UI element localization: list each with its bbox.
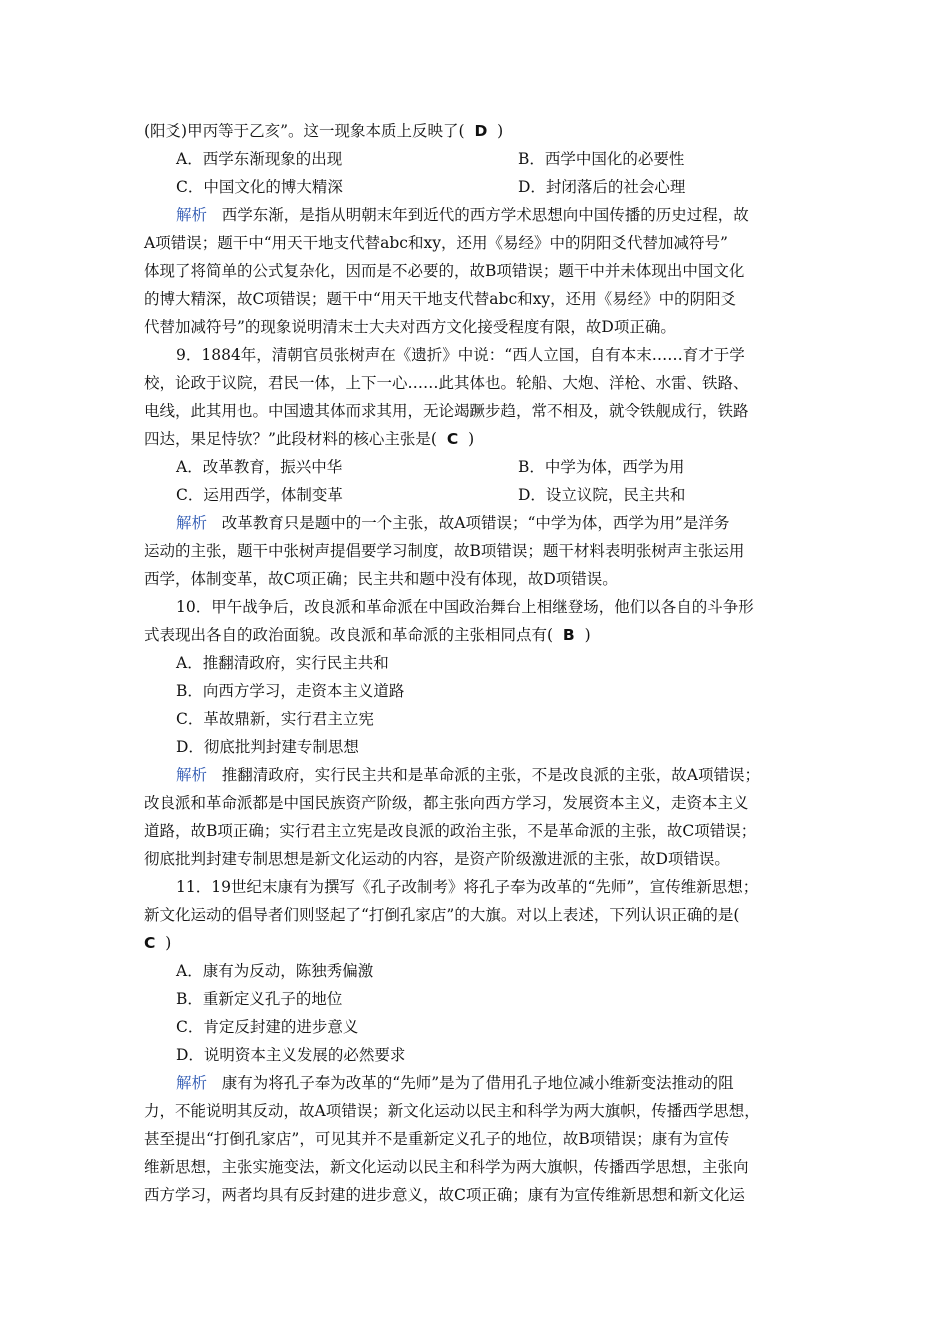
q9-option-a: A．改革教育，振兴中华 [176,458,343,476]
q10-option-c: C．革故鼎新，实行君主立宪 [176,710,374,728]
q9-analysis-label: 解析 [176,514,208,532]
q9-answer: C [446,430,459,448]
q8-analysis-line: 解析 西学东渐，是指从明朝末年到近代的西方学术思想向中国传播的历史过程，故 [176,206,749,224]
q9-analysis-line: 西学，体制变革，故C项正确；民主共和题中没有体现，故D项错误。 [144,570,618,588]
q8-answer: D [474,122,488,140]
q8-analysis-line: A项错误；题干中“用天干地支代替abc和xy，还用《易经》中的阴阳爻代替加减符号” [144,234,728,252]
q10-stem-line: 式表现出各自的政治面貌。改良派和革命派的主张相同点有( B ) [144,626,591,644]
q8-analysis-line: 的博大精深，故C项错误；题干中“用天干地支代替abc和xy，还用《易经》中的阴阳爻 [144,290,737,308]
q11-option-a: A．康有为反动，陈独秀偏激 [176,962,374,980]
q11-answer: C [144,934,156,952]
q8-analysis-label: 解析 [176,206,208,224]
q8-option-d: D．封闭落后的社会心理 [518,178,686,196]
q9-analysis-line: 解析 改革教育只是题中的一个主张，故A项错误；“中学为体，西学为用”是洋务 [176,514,730,532]
q10-option-a: A．推翻清政府，实行民主共和 [176,654,389,672]
q9-analysis-line: 运动的主张，题干中张树声提倡要学习制度，故B项错误；题干材料表明张树声主张运用 [144,542,745,560]
q10-analysis-line: 解析 推翻清政府，实行民主共和是革命派的主张，不是改良派的主张，故A项错误； [176,766,760,784]
q9-stem-line: 电线，此其用也。中国遗其体而求其用，无论竭蹶步趋，常不相及，就令铁舰成行，铁路 [144,402,749,420]
q8-option-b: B．西学中国化的必要性 [518,150,685,168]
q11-option-d: D．说明资本主义发展的必然要求 [176,1046,406,1064]
q11-option-c: C．肯定反封建的进步意义 [176,1018,359,1036]
q9-stem-line: 校，论政于议院，君民一体，上下一心……此其体也。轮船、大炮、洋枪、水雷、铁路、 [144,374,749,392]
q8-stem-line: (阳爻)甲丙等于乙亥”。这一现象本质上反映了( D ) [144,122,504,140]
q10-analysis-line: 改良派和革命派都是中国民族资产阶级，都主张向西方学习，发展资本主义，走资本主义 [144,794,749,812]
q11-analysis-line: 力，不能说明其反动，故A项错误；新文化运动以民主和科学为两大旗帜，传播西学思想， [144,1102,760,1120]
q10-analysis-label: 解析 [176,766,208,784]
q11-analysis-line: 西方学习，两者均具有反封建的进步意义，故C项正确；康有为宣传维新思想和新文化运 [144,1186,745,1204]
q9-stem-line: 四达，果足恃欤？”此段材料的核心主张是( C ) [144,430,475,448]
q10-analysis-line: 彻底批判封建专制思想是新文化运动的内容，是资产阶级激进派的主张，故D项错误。 [144,850,730,868]
q9-option-d: D．设立议院，民主共和 [518,486,686,504]
q10-answer: B [562,626,575,644]
q10-option-b: B．向西方学习，走资本主义道路 [176,682,405,700]
q8-option-a: A．西学东渐现象的出现 [176,150,343,168]
q11-analysis-line: 维新思想，主张实施变法，新文化运动以民主和科学为两大旗帜，传播西学思想，主张向 [144,1158,749,1176]
q10-stem-line: 10．甲午战争后，改良派和革命派在中国政治舞台上相继登场，他们以各自的斗争形 [176,598,754,616]
q10-analysis-line: 道路，故B项正确；实行君主立宪是改良派的政治主张，不是革命派的主张，故C项错误； [144,822,757,840]
q11-stem-line: 11．19世纪末康有为撰写《孔子改制考》将孔子奉为改革的“先师”，宣传维新思想； [176,878,759,896]
q8-analysis-line: 代替加减符号”的现象说明清末士大夫对西方文化接受程度有限，故D项正确。 [144,318,676,336]
q8-option-c: C．中国文化的博大精深 [176,178,343,196]
q11-option-b: B．重新定义孔子的地位 [176,990,343,1008]
q11-analysis-line: 甚至提出“打倒孔家店”，可见其并不是重新定义孔子的地位，故B项错误；康有为宣传 [144,1130,730,1148]
q10-option-d: D．彻底批判封建专制思想 [176,738,359,756]
q11-analysis-line: 解析 康有为将孔子奉为改革的“先师”是为了借用孔子地位减小维新变法推动的阻 [176,1074,734,1092]
q8-analysis-line: 体现了将简单的公式复杂化，因而是不必要的，故B项错误；题干中并未体现出中国文化 [144,262,745,280]
q11-stem-line: C ) [144,934,172,952]
q9-option-b: B．中学为体，西学为用 [518,458,685,476]
q11-analysis-label: 解析 [176,1074,208,1092]
q11-stem-line: 新文化运动的倡导者们则竖起了“打倒孔家店”的大旗。对以上表述，下列认识正确的是( [144,906,740,924]
q9-stem-line: 9．1884年，清朝官员张树声在《遗折》中说：“西人立国，自有本末……育才于学 [176,346,745,364]
q9-option-c: C．运用西学，体制变革 [176,486,343,504]
